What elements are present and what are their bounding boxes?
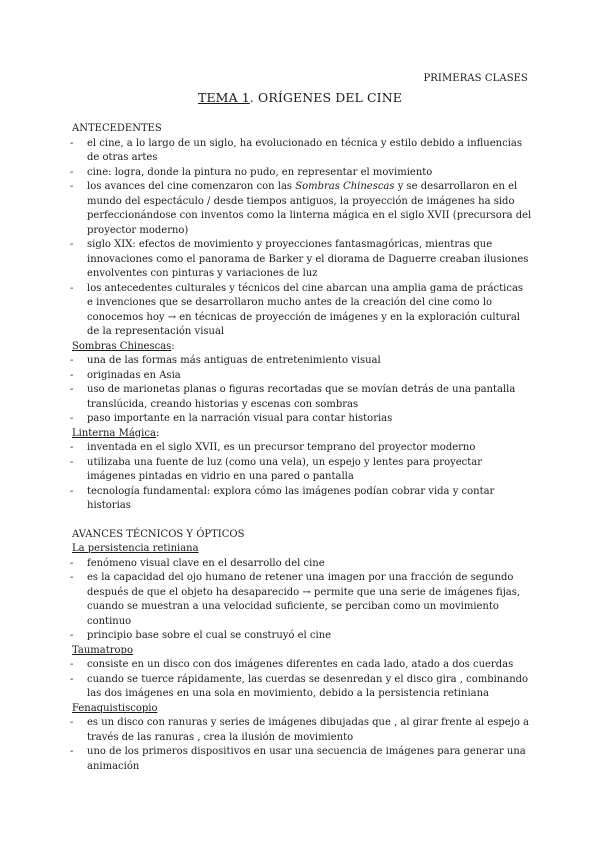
subhead-fenaquistiscopio xyxy=(72,702,532,717)
subhead-text: Fenaquistiscopio xyxy=(72,702,158,714)
list-item-text: los avances del cine comenzaron con las xyxy=(87,181,296,192)
subhead-linterna-magica xyxy=(72,427,532,442)
list-item: - los antecedentes culturales y técnicos del cine abarcan una amplia gama de prácticas e invenciones que se desarrollaron mucho antes de la creación del cine como lo conocemos hoy → en técnicas de proyección de imágenes y en la exploración cultural de la representación visual xyxy=(72,282,532,340)
list-item: - cine: logra, donde la pintura no pudo, en representar el movimiento xyxy=(72,166,532,181)
document-body xyxy=(72,122,532,774)
list-item: - originadas en Asia xyxy=(72,369,532,384)
list-item: - uno de los primeros dispositivos en usar una secuencia de imágenes para generar una animación xyxy=(72,745,532,774)
list-item: - principio base sobre el cual se construyó el cine xyxy=(72,629,532,644)
list-item: - una de las formas más antiguas de entretenimiento visual xyxy=(72,354,532,369)
list-item: - es un disco con ranuras y series de imágenes dibujadas que , al girar frente al espejo a través de las ranuras , crea la ilusión de movimiento xyxy=(72,716,532,745)
list-item: - siglo XIX: efectos de movimiento y proyecciones fantasmagóricas, mientras que innovaciones como el panorama de Barker y el diorama de Daguerre creaban ilusiones envolventes con pinturas y variaciones de luz xyxy=(72,238,532,282)
list-item-text: y se desarrollaron en el mundo del espectáculo / desde tiempos antiguos, la proyección de imágenes ha sido perfeccionándose con inventos como la linterna mágica en el siglo XVII (precursora del proyector moderno) xyxy=(87,181,532,236)
subhead-sombras-chinescas xyxy=(72,340,532,355)
taumatropo-list xyxy=(72,658,532,702)
subhead-colon: : xyxy=(155,427,160,439)
list-item: - utilizaba una fuente de luz (como una vela), un espejo y lentes para proyectar imágenes pintadas en vidrio en una pared o pantalla xyxy=(72,456,532,485)
subhead-persistencia xyxy=(72,542,532,557)
linterna-list xyxy=(72,441,532,514)
persistencia-list xyxy=(72,557,532,644)
list-item: - el cine, a lo largo de un siglo, ha evolucionado en técnica y estilo debido a influencias de otras artes xyxy=(72,137,532,166)
list-item: - tecnología fundamental: explora cómo las imágenes podían cobrar vida y contar historias xyxy=(72,485,532,514)
subhead-text: Sombras Chinescas xyxy=(72,340,172,352)
list-item xyxy=(72,180,532,238)
section-avances: AVANCES TÉCNICOS Y ÓPTICOS xyxy=(72,528,245,540)
list-item: - consiste en un disco con dos imágenes diferentes en cada lado, atado a dos cuerdas xyxy=(72,658,532,673)
list-item: - inventada en el siglo XVII, es un precursor temprano del proyector moderno xyxy=(72,441,532,456)
subhead-text: La persistencia retiniana xyxy=(72,543,199,554)
list-item: - cuando se tuerce rápidamente, las cuerdas se desenredan y el disco gira , combinando las dos imágenes en una sola en movimiento, debido a la persistencia retiniana xyxy=(72,673,532,702)
page-title xyxy=(0,90,600,105)
antecedentes-list xyxy=(72,137,532,340)
fenaquistiscopio-list xyxy=(72,716,532,774)
section-spacer xyxy=(72,514,532,528)
sombras-list xyxy=(72,354,532,427)
title-number: TEMA 1 xyxy=(198,90,250,105)
list-item: - fenómeno visual clave en el desarrollo del cine xyxy=(72,557,532,572)
subhead-colon: : xyxy=(171,340,175,352)
list-item-emphasis: Sombras Chinescas xyxy=(295,181,395,192)
subhead-text: Taumatropo xyxy=(72,644,133,656)
title-text: . ORÍGENES DEL CINE xyxy=(249,90,402,105)
subhead-text: Linterna Mágica xyxy=(72,427,156,439)
list-item: - uso de marionetas planas o figuras recortadas que se movían detrás de una pantalla translúcida, creando historias y escenas con sombras xyxy=(72,383,532,412)
section-antecedentes: ANTECEDENTES xyxy=(72,123,162,134)
list-item: - paso importante en la narración visual para contar historias xyxy=(72,412,532,427)
list-item: - es la capacidad del ojo humano de retener una imagen por una fracción de segundo después de que el objeto ha desaparecido → permite que una serie de imágenes fijas, cuando se muestran a una velocidad suficiente, se perciban como un movimiento continuo xyxy=(72,571,532,629)
subhead-taumatropo xyxy=(72,644,532,659)
header-label: PRIMERAS CLASES xyxy=(423,73,528,84)
